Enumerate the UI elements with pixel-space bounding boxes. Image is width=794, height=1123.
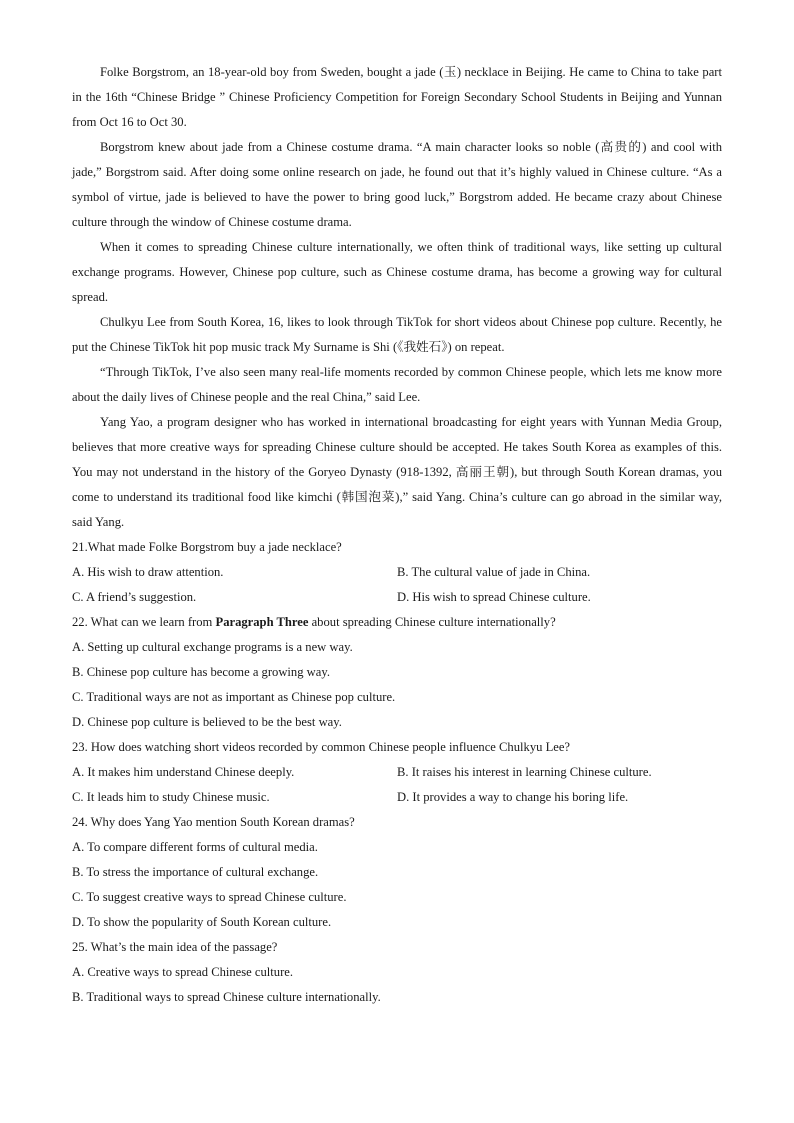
passage-paragraph-3: When it comes to spreading Chinese culture internationally, we often think of traditional ways, like setting up cultural exchange programs. However, Chinese pop culture, such as Chinese costume drama, has become a growing way for cultural spread. bbox=[72, 240, 722, 304]
question-23 bbox=[72, 735, 722, 810]
question-22 bbox=[72, 610, 722, 735]
option-b: B. It raises his interest in learning Chinese culture. bbox=[397, 765, 652, 779]
question-stem: 24. Why does Yang Yao mention South Korean dramas? bbox=[72, 815, 355, 829]
option-a: A. To compare different forms of cultural media. bbox=[72, 840, 318, 854]
option-b: B. To stress the importance of cultural exchange. bbox=[72, 865, 319, 879]
question-stem-post: about spreading Chinese culture internationally? bbox=[308, 615, 556, 629]
option-row bbox=[72, 560, 722, 585]
passage-paragraph-5: “Through TikTok, I’ve also seen many real-life moments recorded by common Chinese people, which lets me know more about the daily lives of Chinese people and the real China,” said Lee. bbox=[72, 365, 722, 404]
option-c: C. It leads him to study Chinese music. bbox=[72, 790, 270, 804]
question-stem-pre: 22. What can we learn from bbox=[72, 615, 216, 629]
option-b: B. The cultural value of jade in China. bbox=[397, 565, 591, 579]
passage-paragraph-6: Yang Yao, a program designer who has worked in international broadcasting for eight years with Yunnan Media Group, believes that more creative ways for spreading Chinese culture should be accepted. He takes South Korea as examples of this. You may not understand in the history of the Goryeo Dynasty (918-1392, 高丽王朝), but through South Korean dramas, you come to understand its traditional food like kimchi (韩国泡菜),” said Yang. China’s culture can go abroad in the similar way, said Yang. bbox=[72, 415, 722, 529]
option-b: B. Chinese pop culture has become a growing way. bbox=[72, 665, 330, 679]
option-c: C. Traditional ways are not as important as Chinese pop culture. bbox=[72, 690, 396, 704]
passage-paragraph-2: Borgstrom knew about jade from a Chinese costume drama. “A main character looks so noble (高贵的) and cool with jade,” Borgstrom said. After doing some online research on jade, he found out that it’s highly valued in Chinese culture. “As a symbol of virtue, jade is believed to have the power to bring good luck,” Borgstrom added. He became crazy about Chinese culture through the window of Chinese costume drama. bbox=[72, 140, 722, 229]
option-d: D. His wish to spread Chinese culture. bbox=[397, 590, 591, 604]
question-24 bbox=[72, 810, 722, 935]
question-25 bbox=[72, 935, 722, 1010]
option-row bbox=[72, 760, 722, 785]
passage-paragraph-1: Folke Borgstrom, an 18-year-old boy from Sweden, bought a jade (玉) necklace in Beijing. He came to China to take part in the 16th “Chinese Bridge ” Chinese Proficiency Competition for Foreign Secondary School Students in Beijing and Yunnan from Oct 16 to Oct 30. bbox=[72, 65, 722, 129]
option-d: D. It provides a way to change his boring life. bbox=[397, 790, 629, 804]
option-d: D. Chinese pop culture is believed to be the best way. bbox=[72, 715, 342, 729]
option-a: A. Creative ways to spread Chinese culture. bbox=[72, 965, 294, 979]
question-stem bbox=[72, 610, 722, 635]
question-stem: 21.What made Folke Borgstrom buy a jade necklace? bbox=[72, 540, 342, 554]
option-c: C. A friend’s suggestion. bbox=[72, 590, 197, 604]
passage-paragraph-4: Chulkyu Lee from South Korea, 16, likes to look through TikTok for short videos about Chinese pop culture. Recently, he put the Chinese TikTok hit pop music track My Surname is Shi (《我姓石》) on repeat. bbox=[72, 315, 722, 354]
option-row bbox=[72, 585, 722, 610]
question-stem-bold: Paragraph Three bbox=[215, 615, 309, 629]
option-a: A. Setting up cultural exchange programs is a new way. bbox=[72, 640, 353, 654]
option-c: C. To suggest creative ways to spread Chinese culture. bbox=[72, 890, 347, 904]
option-a: A. His wish to draw attention. bbox=[72, 565, 224, 579]
option-d: D. To show the popularity of South Korean culture. bbox=[72, 915, 332, 929]
option-a: A. It makes him understand Chinese deeply. bbox=[72, 765, 295, 779]
question-stem: 25. What’s the main idea of the passage? bbox=[72, 940, 278, 954]
question-stem: 23. How does watching short videos recorded by common Chinese people influence Chulkyu Lee? bbox=[72, 740, 571, 754]
document-page bbox=[72, 60, 722, 1010]
option-row bbox=[72, 785, 722, 810]
option-b: B. Traditional ways to spread Chinese culture internationally. bbox=[72, 990, 381, 1004]
question-21 bbox=[72, 535, 722, 610]
